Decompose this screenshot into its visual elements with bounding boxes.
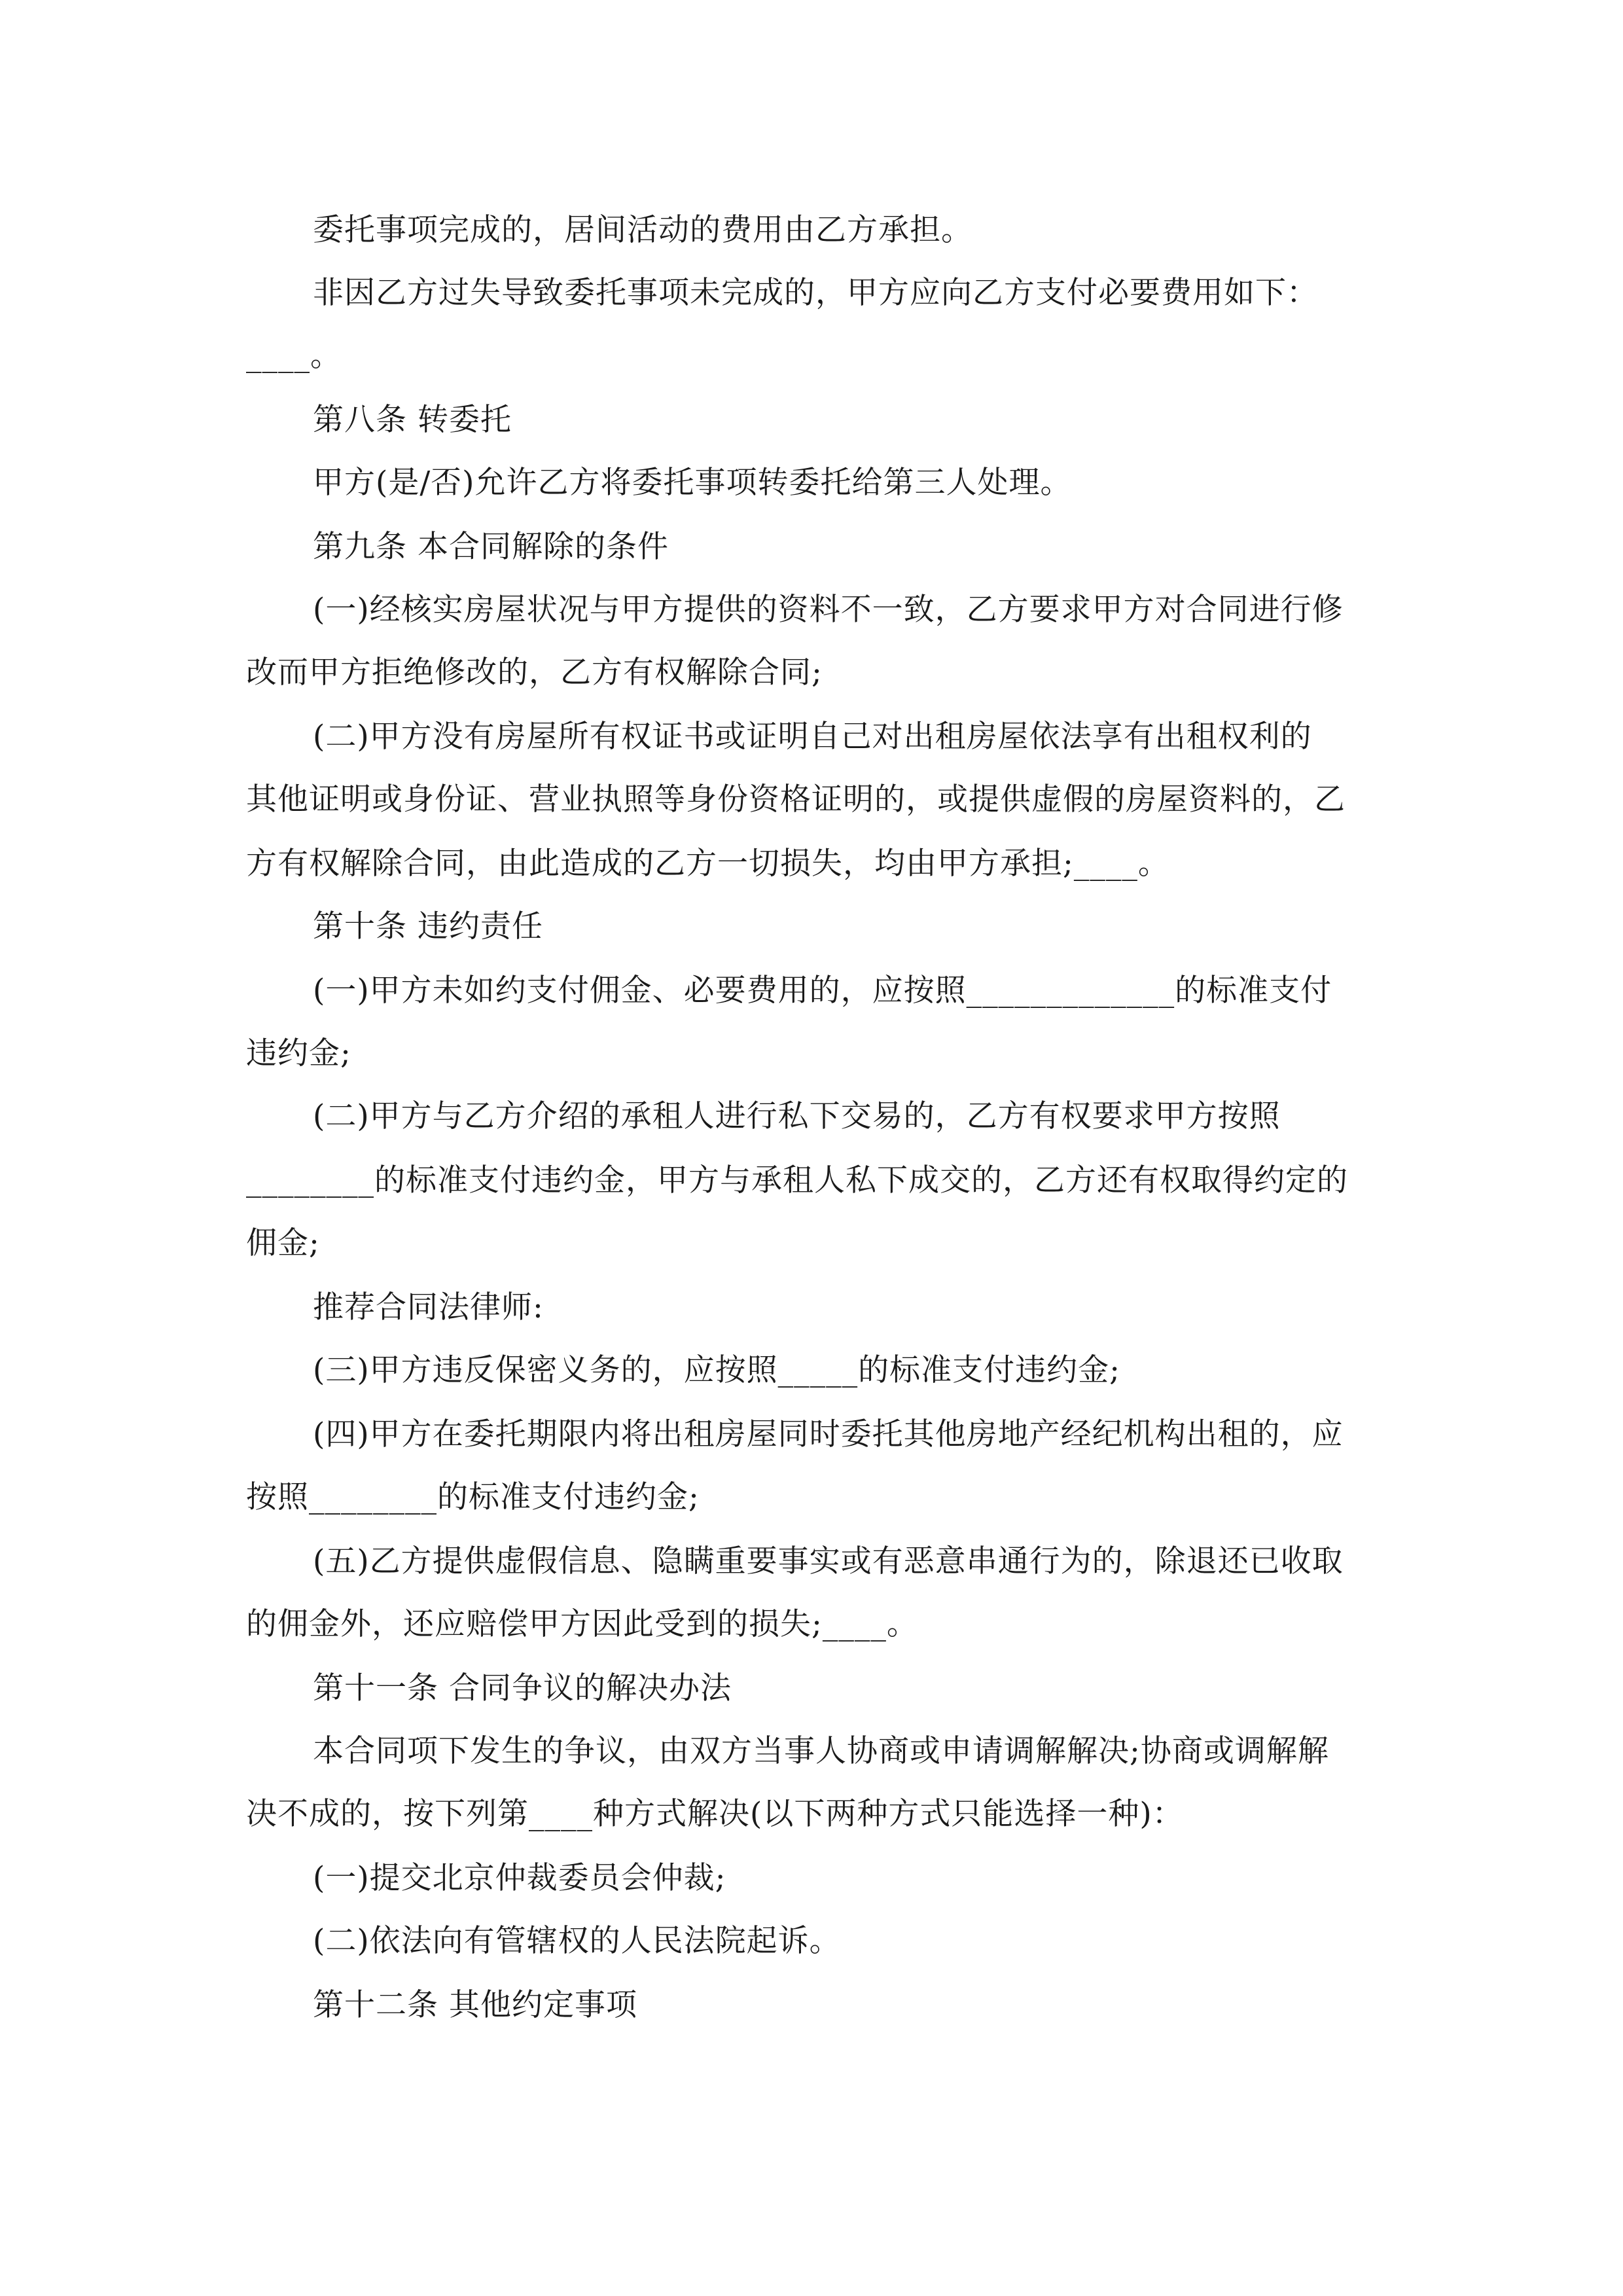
paragraph-line: (二)依法向有管辖权的人民法院起诉。 bbox=[313, 1923, 841, 1959]
paragraph-line: (三)甲方违反保密义务的，应按照_____的标准支付违约金; bbox=[313, 1352, 1121, 1388]
paragraph-line: (一)提交北京仲裁委员会仲裁; bbox=[313, 1860, 726, 1896]
paragraph-line: ________的标准支付违约金，甲方与承租人私下成交的，乙方还有权取得约定的 bbox=[246, 1162, 1348, 1198]
paragraph-line: 改而甲方拒绝修改的，乙方有权解除合同; bbox=[246, 655, 823, 691]
paragraph-line: (五)乙方提供虚假信息、隐瞒重要事实或有恶意串通行为的，除退还已收取 bbox=[313, 1543, 1344, 1579]
paragraph-line: 按照________的标准支付违约金; bbox=[246, 1479, 700, 1515]
paragraph-line: 委托事项完成的，居间活动的费用由乙方承担。 bbox=[313, 212, 972, 248]
paragraph-line: 本合同项下发生的争议，由双方当事人协商或申请调解解决;协商或调解解 bbox=[313, 1733, 1329, 1769]
paragraph-line: 非因乙方过失导致委托事项未完成的，甲方应向乙方支付必要费用如下： bbox=[313, 275, 1318, 311]
section-heading: 第八条 转委托 bbox=[313, 402, 512, 438]
paragraph-line: 决不成的，按下列第____种方式解决(以下两种方式只能选择一种)： bbox=[246, 1796, 1184, 1832]
paragraph-line: ____。 bbox=[246, 338, 342, 374]
paragraph-line: 甲方(是/否)允许乙方将委托事项转委托给第三人处理。 bbox=[313, 465, 1072, 501]
section-heading: 第十一条 合同争议的解决办法 bbox=[313, 1670, 732, 1706]
section-heading: 第十条 违约责任 bbox=[313, 908, 543, 944]
paragraph-line: 方有权解除合同，由此造成的乙方一切损失，均由甲方承担;____。 bbox=[246, 846, 1169, 882]
paragraph-line: 违约金; bbox=[246, 1035, 351, 1071]
section-heading: 第九条 本合同解除的条件 bbox=[313, 529, 669, 565]
paragraph-line: (二)甲方与乙方介绍的承租人进行私下交易的，乙方有权要求甲方按照 bbox=[313, 1098, 1281, 1134]
paragraph-line: (四)甲方在委托期限内将出租房屋同时委托其他房地产经纪机构出租的，应 bbox=[313, 1416, 1344, 1452]
paragraph-line: (一)经核实房屋状况与甲方提供的资料不一致，乙方要求甲方对合同进行修 bbox=[313, 592, 1344, 628]
paragraph-line: 佣金; bbox=[246, 1225, 320, 1261]
paragraph-line: 其他证明或身份证、营业执照等身份资格证明的，或提供虚假的房屋资料的，乙 bbox=[246, 781, 1346, 817]
paragraph-line: 的佣金外，还应赔偿甲方因此受到的损失;____。 bbox=[246, 1606, 918, 1642]
paragraph-line: 推荐合同法律师: bbox=[313, 1289, 544, 1325]
section-heading: 第十二条 其他约定事项 bbox=[313, 1987, 637, 2023]
paragraph-line: (二)甲方没有房屋所有权证书或证明自己对出租房屋依法享有出租权利的 bbox=[313, 719, 1312, 755]
paragraph-line: (一)甲方未如约支付佣金、必要费用的，应按照_____________的标准支付 bbox=[313, 973, 1332, 1009]
